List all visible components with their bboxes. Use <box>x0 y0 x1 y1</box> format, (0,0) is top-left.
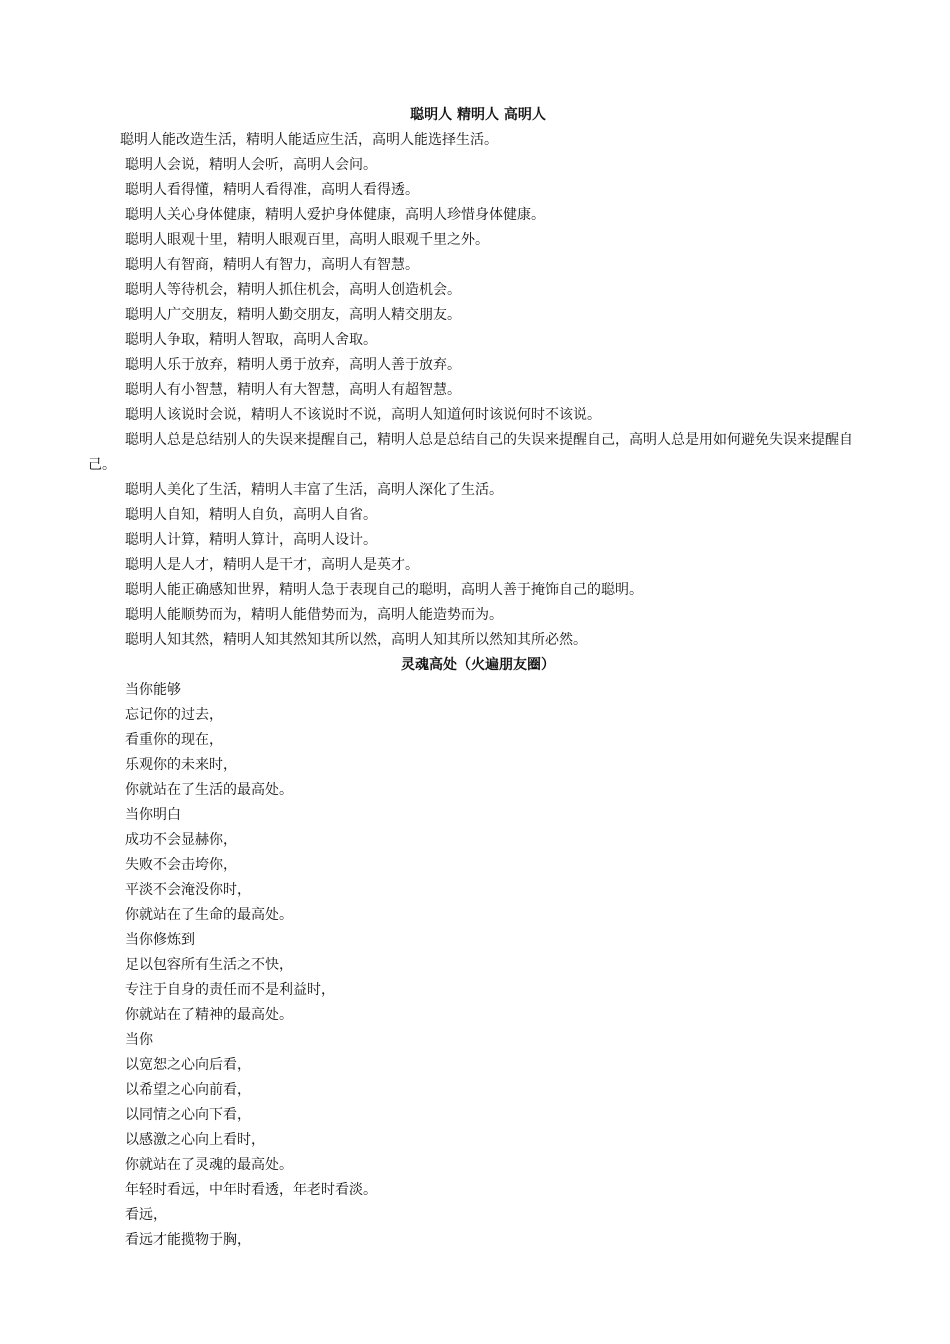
poem-line: 你就站在了灵魂的最高处。 <box>125 1157 293 1173</box>
text-line: 聪明人知其然，精明人知其然知其所以然，高明人知其所以然知其所必然。 <box>125 632 587 648</box>
text-line: 聪明人有智商，精明人有智力，高明人有智慧。 <box>125 257 419 273</box>
poem-line: 当你明白 <box>125 807 181 823</box>
text-line: 聪明人有小智慧，精明人有大智慧，高明人有超智慧。 <box>125 382 461 398</box>
text-line: 聪明人美化了生活，精明人丰富了生活，高明人深化了生活。 <box>125 482 503 498</box>
text-line: 聪明人计算，精明人算计，高明人设计。 <box>125 532 377 548</box>
document-body <box>88 103 868 1253</box>
poem-line: 成功不会显赫你， <box>125 832 237 848</box>
text-line: 聪明人会说，精明人会听，高明人会问。 <box>125 157 377 173</box>
poem-line: 看远才能揽物于胸， <box>125 1232 251 1248</box>
poem-line: 专注于自身的责任而不是利益时， <box>125 982 335 998</box>
poem-line: 看重你的现在， <box>125 732 223 748</box>
text-line: 聪明人看得懂，精明人看得准，高明人看得透。 <box>125 182 419 198</box>
text-line: 聪明人等待机会，精明人抓住机会，高明人创造机会。 <box>125 282 461 298</box>
section-title-soul-heights: 灵魂高处（火遍朋友圈） <box>401 657 555 673</box>
text-line: 聪明人自知，精明人自负，高明人自省。 <box>125 507 377 523</box>
poem-line: 以希望之心向前看， <box>125 1082 251 1098</box>
poem-line: 以宽恕之心向后看， <box>125 1057 251 1073</box>
poem-line: 以感激之心向上看时， <box>125 1132 265 1148</box>
poem-line: 当你 <box>125 1032 153 1048</box>
text-line: 聪明人乐于放弃，精明人勇于放弃，高明人善于放弃。 <box>125 357 461 373</box>
poem-line: 以同情之心向下看， <box>125 1107 251 1123</box>
poem-line: 你就站在了精神的最高处。 <box>125 1007 293 1023</box>
text-line: 聪明人能顺势而为，精明人能借势而为，高明人能造势而为。 <box>125 607 503 623</box>
text-line: 聪明人能正确感知世界，精明人急于表现自己的聪明，高明人善于掩饰自己的聪明。 <box>125 582 643 598</box>
poem-line: 当你修炼到 <box>125 932 195 948</box>
section-title-smart-people: 聪明人 精明人 高明人 <box>410 107 546 123</box>
text-line: 聪明人能改造生活，精明人能适应生活，高明人能选择生活。 <box>120 132 498 148</box>
poem-line: 足以包容所有生活之不快， <box>125 957 293 973</box>
text-line: 聪明人眼观十里，精明人眼观百里，高明人眼观千里之外。 <box>125 232 489 248</box>
poem-line: 平淡不会淹没你时， <box>125 882 251 898</box>
poem-line: 忘记你的过去， <box>125 707 223 723</box>
poem-line: 你就站在了生命的最高处。 <box>125 907 293 923</box>
text-line: 聪明人是人才，精明人是干才，高明人是英才。 <box>125 557 419 573</box>
text-line: 聪明人争取，精明人智取，高明人舍取。 <box>125 332 377 348</box>
poem-line: 当你能够 <box>125 682 181 698</box>
poem-line: 乐观你的未来时， <box>125 757 237 773</box>
text-line: 聪明人该说时会说，精明人不该说时不说，高明人知道何时该说何时不该说。 <box>125 407 601 423</box>
poem-line: 你就站在了生活的最高处。 <box>125 782 293 798</box>
poem-line: 年轻时看远，中年时看透，年老时看淡。 <box>125 1182 377 1198</box>
text-line: 聪明人关心身体健康，精明人爱护身体健康，高明人珍惜身体健康。 <box>125 207 545 223</box>
poem-line: 失败不会击垮你， <box>125 857 237 873</box>
text-line: 聪明人广交朋友，精明人勤交朋友，高明人精交朋友。 <box>125 307 461 323</box>
wrapped-paragraph: 聪明人总是总结别人的失误来提醒自己，精明人总是总结自己的失误来提醒自己，高明人总是用如何避免失误来提醒自己。 <box>88 432 853 473</box>
poem-line: 看远， <box>125 1207 167 1223</box>
